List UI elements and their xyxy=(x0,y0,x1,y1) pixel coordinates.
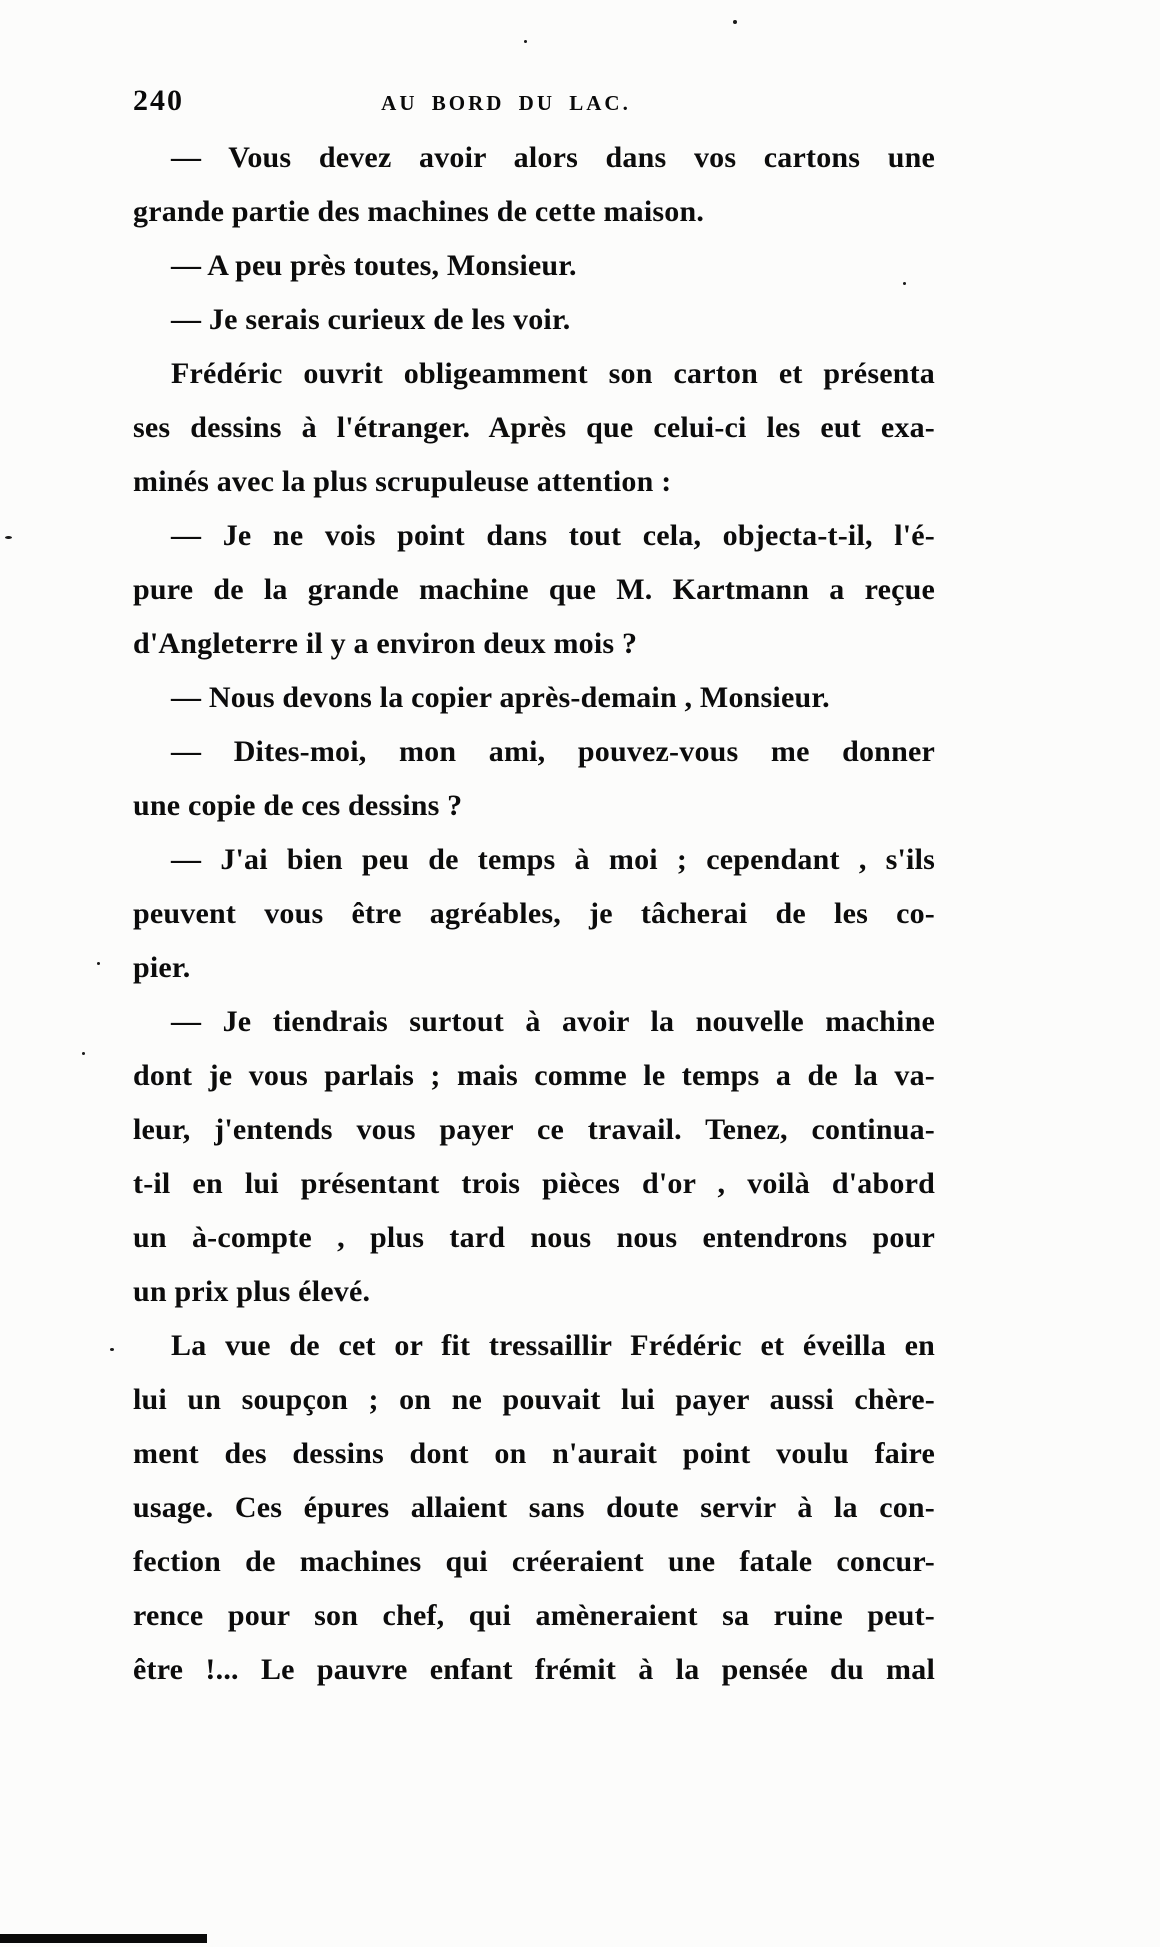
text-line: — Je tiendrais surtout à avoir la nouvelle machine xyxy=(171,1005,935,1038)
text-line: ment des dessins dont on n'aurait point voulu faire xyxy=(133,1437,935,1470)
text-line: — Dites-moi, mon ami, pouvez-vous me donner xyxy=(171,735,935,768)
text-line: — J'ai bien peu de temps à moi ; cependant , s'ils xyxy=(171,843,935,876)
text-line: pier. xyxy=(133,951,191,984)
running-title: AU BORD DU LAC. xyxy=(381,91,631,115)
scan-speck xyxy=(82,1052,85,1055)
text-line: rence pour son chef, qui amèneraient sa ruine peut- xyxy=(133,1599,935,1632)
page-number: 240 xyxy=(133,84,184,117)
text-line: usage. Ces épures allaient sans doute servir à la con- xyxy=(133,1491,935,1524)
text-line: une copie de ces dessins ? xyxy=(133,789,463,822)
text-line: pure de la grande machine que M. Kartmann a reçue xyxy=(133,573,935,606)
text-line: La vue de cet or fit tressaillir Frédéric et éveilla en xyxy=(171,1329,935,1362)
text-line: leur, j'entends vous payer ce travail. Tenez, continua- xyxy=(133,1113,935,1146)
text-line: t-il en lui présentant trois pièces d'or , voilà d'abord xyxy=(133,1167,935,1200)
text-line: être !... Le pauvre enfant frémit à la pensée du mal xyxy=(133,1653,935,1686)
text-line: grande partie des machines de cette maison. xyxy=(133,195,705,228)
text-line: — Je serais curieux de les voir. xyxy=(171,303,571,336)
scan-speck xyxy=(5,536,12,539)
text-line: dont je vous parlais ; mais comme le temps a de la va- xyxy=(133,1059,935,1092)
text-line: lui un soupçon ; on ne pouvait lui payer aussi chère- xyxy=(133,1383,935,1416)
scan-speck xyxy=(97,962,100,965)
text-line: ses dessins à l'étranger. Après que celui-ci les eut exa- xyxy=(133,411,935,444)
bottom-scan-bar xyxy=(0,1934,207,1943)
text-line: Frédéric ouvrit obligeamment son carton et présenta xyxy=(171,357,935,390)
scan-speck xyxy=(524,40,527,43)
text-line: peuvent vous être agréables, je tâcherai de les co- xyxy=(133,897,935,930)
text-line: — Nous devons la copier après-demain , Monsieur. xyxy=(171,681,830,714)
text-line: fection de machines qui créeraient une fatale concur- xyxy=(133,1545,935,1578)
scan-speck xyxy=(903,282,906,285)
text-line: — A peu près toutes, Monsieur. xyxy=(171,249,577,282)
text-line: d'Angleterre il y a environ deux mois ? xyxy=(133,627,638,660)
text-line: un à-compte , plus tard nous nous entendrons pour xyxy=(133,1221,935,1254)
scan-speck xyxy=(110,1348,114,1351)
text-line: un prix plus élevé. xyxy=(133,1275,371,1308)
text-line: — Je ne vois point dans tout cela, objecta-t-il, l'é- xyxy=(171,519,935,552)
page-body-text xyxy=(133,131,935,1697)
scan-speck xyxy=(733,20,737,24)
page-header xyxy=(133,84,935,124)
text-line: minés avec la plus scrupuleuse attention : xyxy=(133,465,672,498)
text-line: — Vous devez avoir alors dans vos cartons une xyxy=(171,141,935,174)
